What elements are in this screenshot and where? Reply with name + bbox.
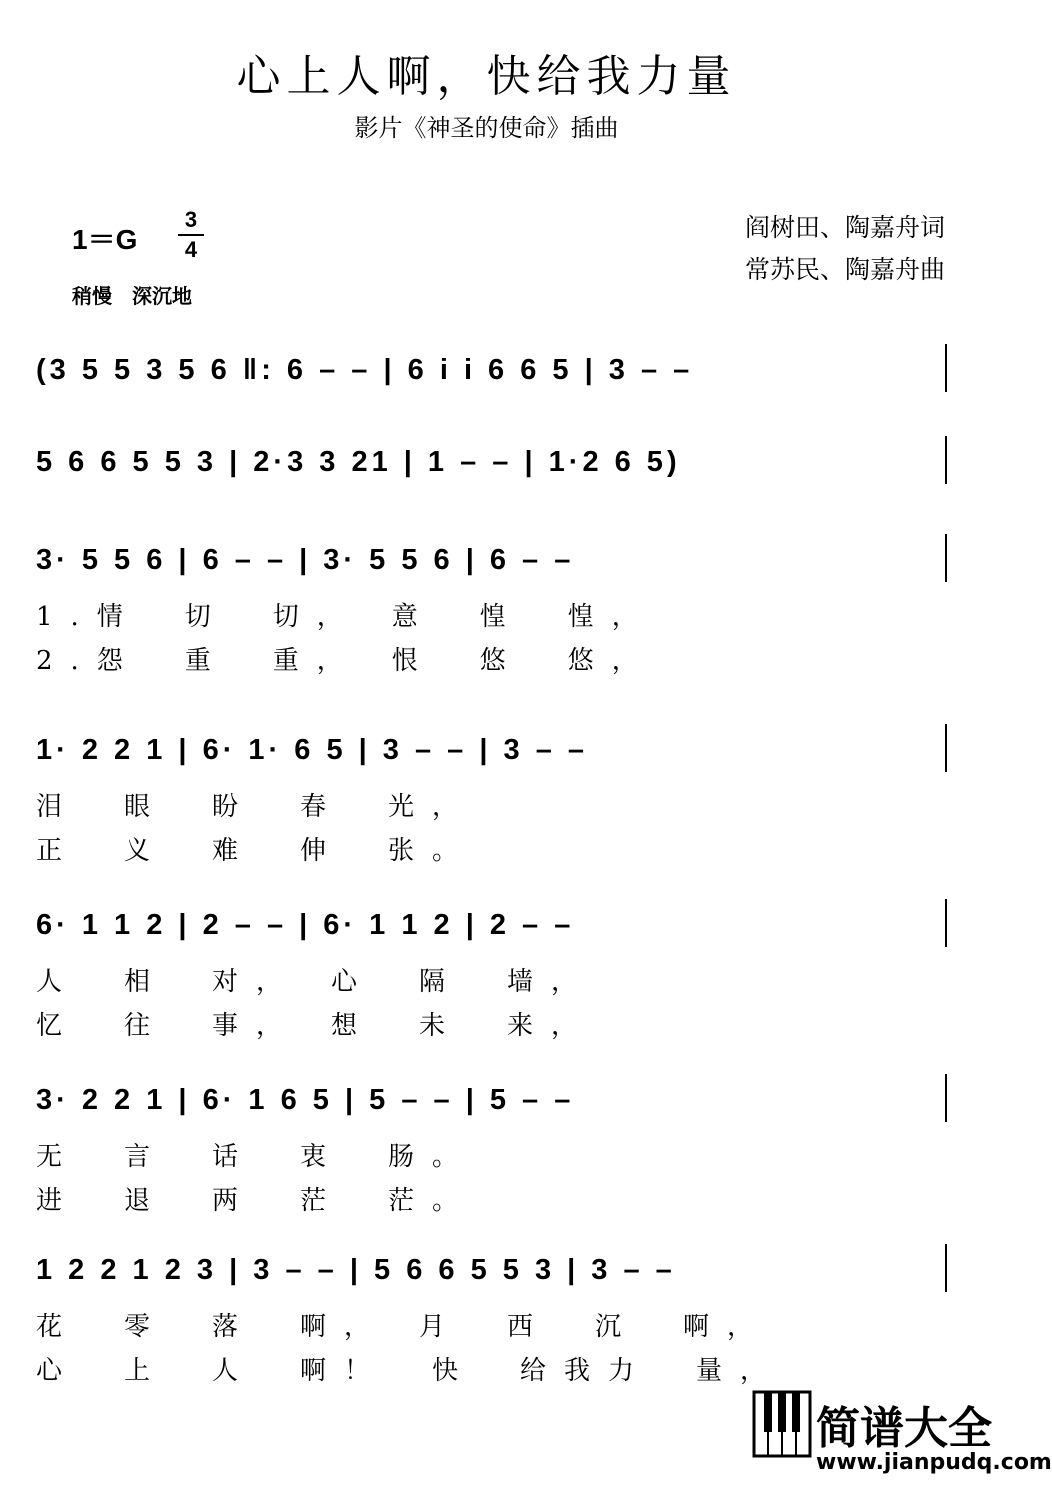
watermark-brand: 简谱大全 — [816, 1403, 992, 1454]
lyric-line: 无 言 话 衷 肠。 — [36, 1142, 477, 1172]
lyric-line: 1.情 切 切， 意 惶 惶， — [36, 602, 656, 632]
notation-line: 5 6 6 5 5 3 | 2·3 3 21 | 1 – – | 1·2 6 5) — [36, 446, 681, 478]
lyric-line: 忆 往 事， 想 未 来， — [36, 1011, 596, 1041]
lyric-line: 人 相 对， 心 隔 墙， — [36, 967, 596, 997]
composer-credit: 常苏民、陶嘉舟曲 — [744, 255, 945, 284]
time-signature-bottom: 4 — [184, 237, 198, 262]
barline — [945, 344, 947, 392]
notation-line: 1 2 2 1 2 3 | 3 – – | 5 6 6 5 5 3 | 3 – – — [36, 1254, 676, 1286]
lyric-line: 正 义 难 伸 张。 — [36, 836, 477, 866]
barline — [945, 534, 947, 582]
barline — [945, 436, 947, 484]
lyric-line: 花 零 落 啊， 月 西 沉 啊， — [36, 1312, 772, 1342]
barline — [945, 724, 947, 772]
time-signature-top: 3 — [184, 207, 198, 232]
key-signature: 1＝G — [72, 224, 138, 255]
tempo-marking: 稍慢 深沉地 — [72, 284, 192, 308]
time-signature — [178, 206, 204, 264]
watermark-url: www.jianpudq.com — [816, 1450, 1052, 1475]
lyricist-credit: 阎树田、陶嘉舟词 — [744, 213, 945, 242]
lyric-line: 2.怨 重 重， 恨 悠 悠， — [36, 646, 656, 676]
notation-line: 3· 2 2 1 | 6· 1 6 5 | 5 – – | 5 – – — [36, 1084, 575, 1116]
watermark-logo — [752, 1388, 1052, 1482]
song-title: 心上人啊，快给我力量 — [236, 51, 737, 102]
notation-line: 6· 1 1 2 | 2 – – | 6· 1 1 2 | 2 – – — [36, 909, 575, 941]
notation-line: (3 5 5 3 5 6 ‖: 6 – – | 6 i i 6 6 5 | 3 – – — [36, 354, 694, 386]
notation-line: 3· 5 5 6 | 6 – – | 3· 5 5 6 | 6 – – — [36, 544, 575, 576]
lyric-line: 进 退 两 茫 茫。 — [36, 1186, 477, 1216]
barline — [945, 899, 947, 947]
barline — [945, 1244, 947, 1292]
song-subtitle: 影片《神圣的使命》插曲 — [354, 114, 619, 142]
lyric-line: 心 上 人 啊！ 快 给我力 量， — [36, 1356, 785, 1386]
barline — [945, 1074, 947, 1122]
notation-line: 1· 2 2 1 | 6· 1· 6 5 | 3 – – | 3 – – — [36, 734, 589, 766]
lyric-line: 泪 眼 盼 春 光， — [36, 792, 477, 822]
